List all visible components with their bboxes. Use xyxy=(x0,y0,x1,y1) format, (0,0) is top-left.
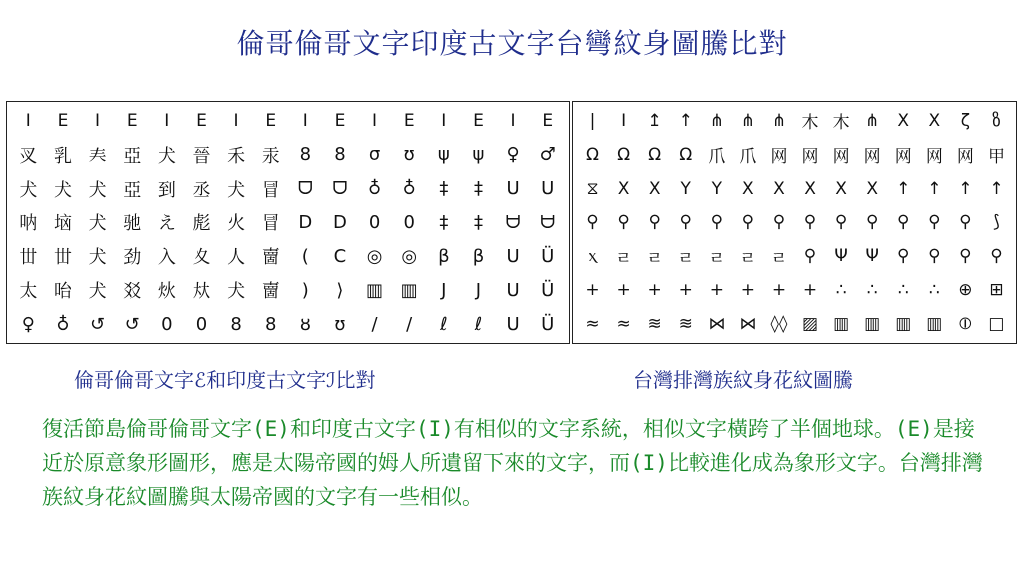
paiwan-tattoo-glyph: + xyxy=(771,280,787,301)
rongorongo-indus-glyph: / xyxy=(371,313,378,335)
rongorongo-indus-glyph: 0 xyxy=(368,211,381,233)
paiwan-tattoo-glyph: ㄹ xyxy=(770,248,788,269)
rongorongo-indus-glyph: C xyxy=(333,245,347,267)
paiwan-tattoo-glyph: + xyxy=(647,280,662,301)
rongorongo-indus-glyph: ψ xyxy=(472,144,485,166)
paiwan-tattoo-glyph: ⚲ xyxy=(959,246,972,267)
rongorongo-indus-glyph: 夶 xyxy=(192,281,211,303)
paiwan-tattoo-glyph: ⚲ xyxy=(803,212,817,233)
paiwan-tattoo-glyph: 木 xyxy=(801,113,819,134)
paiwan-tattoo-glyph: + xyxy=(802,280,818,301)
label-i: (I) xyxy=(415,417,454,441)
paiwan-tattoo-glyph: 爪 xyxy=(708,147,726,168)
rongorongo-indus-glyph: E xyxy=(473,110,484,131)
rongorongo-indus-glyph: U xyxy=(506,313,520,335)
rongorongo-indus-glyph: 㸚 xyxy=(123,281,142,303)
rongorongo-indus-glyph: 8 xyxy=(334,144,346,166)
rongorongo-indus-glyph: 犬 xyxy=(88,179,107,201)
rongorongo-indus-glyph: 𡗗 xyxy=(88,145,107,167)
paiwan-tattoo-glyph: ↑ xyxy=(958,178,973,199)
paiwan-tattoo-glyph: ≈ xyxy=(585,314,600,335)
rongorongo-indus-glyph: ʊ xyxy=(403,144,415,166)
rongorongo-indus-glyph: E xyxy=(126,110,138,131)
rongorongo-indus-glyph: 火 xyxy=(227,213,246,235)
paiwan-tattoo-glyph: ⚲ xyxy=(897,212,910,233)
paiwan-tattoo-glyph: ㄹ xyxy=(708,248,726,269)
body-text-3: 有相似的文字系統，相似文字橫跨了半個地球。 xyxy=(453,417,895,441)
rongorongo-indus-glyph: I xyxy=(441,110,447,131)
rongorongo-indus-glyph: ‡ xyxy=(473,178,483,200)
caption-left: 倫哥倫哥文字ℰ和印度古文字ℐ比對 xyxy=(74,368,376,392)
rongorongo-indus-glyph: 劲 xyxy=(123,247,142,269)
paiwan-tattoo-glyph: X xyxy=(928,110,941,131)
rongorongo-indus-glyph: I xyxy=(25,110,31,131)
paiwan-tattoo-glyph: ◊◊ xyxy=(770,314,788,335)
paiwan-tattoo-glyph: ⧖ xyxy=(586,178,599,199)
paiwan-tattoo-glyph: ≋ xyxy=(647,314,662,335)
glyph-grid-left xyxy=(7,102,569,343)
rongorongo-indus-glyph: Ü xyxy=(541,279,555,301)
paiwan-tattoo-glyph: ⊞ xyxy=(989,280,1004,301)
rongorongo-indus-glyph: 炏 xyxy=(157,281,176,303)
paiwan-tattoo-glyph: ⚲ xyxy=(772,212,786,233)
glyph-grid-right xyxy=(573,102,1016,343)
rongorongo-indus-glyph: 晉 xyxy=(192,145,211,167)
paiwan-tattoo-glyph: ↥ xyxy=(647,110,662,131)
rongorongo-indus-glyph: 夁 xyxy=(261,281,280,303)
paiwan-tattoo-glyph: ⚲ xyxy=(959,212,972,233)
rongorongo-indus-glyph: 丞 xyxy=(192,179,211,201)
paiwan-tattoo-glyph: + xyxy=(678,280,693,301)
label-i: (I) xyxy=(630,451,668,475)
paiwan-tattoo-glyph: 网 xyxy=(832,147,850,168)
rongorongo-indus-glyph: U xyxy=(506,245,520,267)
rongorongo-indus-glyph: ↺ xyxy=(124,313,140,335)
rongorongo-indus-glyph: 亞 xyxy=(123,179,142,201)
body-text-2: 和印度古文字 xyxy=(289,417,416,441)
rongorongo-indus-glyph: ℓ xyxy=(440,313,448,335)
rongorongo-indus-glyph: ▥ xyxy=(400,279,418,301)
rongorongo-indus-glyph: ♀ xyxy=(21,313,35,335)
paiwan-tattoo-glyph: Ω xyxy=(586,144,600,165)
rongorongo-indus-glyph: E xyxy=(57,110,69,131)
rongorongo-indus-glyph: J xyxy=(441,279,447,301)
rongorongo-indus-glyph: I xyxy=(95,110,101,131)
rongorongo-indus-comparison-image xyxy=(6,101,570,344)
paiwan-tattoo-glyph: ⚲ xyxy=(897,246,910,267)
body-paragraph xyxy=(42,412,992,514)
paiwan-tattoo-glyph: Ω xyxy=(617,144,631,165)
paiwan-tattoo-glyph: ⚲ xyxy=(834,212,848,233)
paiwan-tattoo-glyph: ⋔ xyxy=(740,110,755,131)
paiwan-tattoo-glyph: ⚲ xyxy=(990,246,1003,267)
paiwan-tattoo-glyph: ▥ xyxy=(926,314,943,335)
rongorongo-indus-glyph: E xyxy=(542,110,554,131)
paiwan-tattoo-glyph: ⚲ xyxy=(928,246,941,267)
paiwan-tattoo-glyph: ㄹ xyxy=(677,248,694,269)
paiwan-tattoo-glyph: ▥ xyxy=(833,314,850,335)
rongorongo-indus-glyph: 太 xyxy=(19,281,38,303)
rongorongo-indus-glyph: 犬 xyxy=(88,281,107,303)
body-text-4: 是接近於原意象形圖形，應是太陽帝國的姆人所遺留下來的文字，而 xyxy=(42,417,975,475)
rongorongo-indus-glyph: ‡ xyxy=(473,211,483,233)
paiwan-tattoo-glyph: Ψ xyxy=(834,246,848,267)
paiwan-tattoo-glyph: 网 xyxy=(956,147,974,168)
rongorongo-indus-glyph: ᗨ xyxy=(505,211,521,233)
rongorongo-indus-glyph: 夊 xyxy=(192,247,211,269)
rongorongo-indus-glyph: 8 xyxy=(264,313,277,335)
rongorongo-indus-glyph: 禾 xyxy=(227,145,246,167)
rongorongo-indus-glyph: σ xyxy=(368,144,381,166)
rongorongo-indus-glyph: ʊ xyxy=(334,313,346,335)
rongorongo-indus-glyph: ◎ xyxy=(366,245,383,267)
rongorongo-indus-glyph: D xyxy=(298,211,313,233)
paiwan-tattoo-glyph: ζ xyxy=(960,110,970,131)
paiwan-tattoo-glyph: ⋔ xyxy=(865,110,880,131)
rongorongo-indus-glyph: Ü xyxy=(541,245,555,267)
label-e: (E) xyxy=(252,417,290,441)
paiwan-tattoo-glyph: ∴ xyxy=(897,280,909,301)
paiwan-tattoo-glyph: ▨ xyxy=(801,314,819,335)
rongorongo-indus-glyph: 人 xyxy=(227,247,246,269)
paiwan-tattoo-glyph: ㄹ xyxy=(615,248,632,269)
paiwan-tattoo-glyph: ⚲ xyxy=(586,212,599,233)
rongorongo-indus-glyph: 犬 xyxy=(53,179,72,201)
paiwan-tattoo-glyph: X xyxy=(866,178,878,199)
rongorongo-indus-glyph: 8 xyxy=(299,144,312,166)
paiwan-tattoo-glyph: ㄹ xyxy=(739,248,757,269)
rongorongo-indus-glyph: ᗜ xyxy=(332,178,348,200)
paiwan-tattoo-glyph: Ω xyxy=(679,144,693,165)
paiwan-tattoo-glyph: ∴ xyxy=(866,280,878,301)
paiwan-tattoo-glyph: 网 xyxy=(863,147,881,168)
rongorongo-indus-glyph: 犬 xyxy=(88,247,107,269)
rongorongo-indus-glyph: 冒 xyxy=(261,213,280,235)
paiwan-tattoo-glyph: ⋈ xyxy=(739,314,757,335)
rongorongo-indus-glyph: U xyxy=(506,279,520,301)
paiwan-tattoo-glyph: ⚲ xyxy=(710,212,724,233)
rongorongo-indus-glyph: I xyxy=(510,110,516,131)
paiwan-tattoo-glyph: 爪 xyxy=(739,147,757,168)
paiwan-tattoo-glyph: 网 xyxy=(770,147,788,168)
paiwan-tattoo-glyph: ⚲ xyxy=(617,212,630,233)
paiwan-tattoo-glyph: ზ xyxy=(992,110,1001,131)
paiwan-tattoo-glyph: Ψ xyxy=(865,246,879,267)
rongorongo-indus-glyph: 犬 xyxy=(227,281,246,303)
rongorongo-indus-glyph: I xyxy=(164,110,170,131)
paiwan-tattoo-glyph: 甲 xyxy=(987,147,1005,168)
rongorongo-indus-glyph: ⟩ xyxy=(336,279,344,301)
rongorongo-indus-glyph: ♁ xyxy=(56,313,70,335)
paiwan-tattoo-glyph: ㄹ xyxy=(646,248,663,269)
rongorongo-indus-glyph: 犬 xyxy=(88,213,107,235)
paiwan-tattoo-glyph: I xyxy=(621,110,627,131)
rongorongo-indus-glyph: Ü xyxy=(541,313,555,335)
rongorongo-indus-glyph: / xyxy=(406,313,413,335)
paiwan-tattoo-glyph: ⚲ xyxy=(928,212,941,233)
paiwan-tattoo-glyph: 网 xyxy=(925,147,943,168)
rongorongo-indus-glyph: 丗 xyxy=(19,247,38,269)
rongorongo-indus-glyph: ‡ xyxy=(439,178,449,200)
rongorongo-indus-glyph: え xyxy=(157,213,176,235)
paiwan-tattoo-glyph: ⋔ xyxy=(709,110,724,131)
paiwan-tattoo-glyph: Y xyxy=(680,178,691,199)
rongorongo-indus-glyph: 0 xyxy=(195,313,208,335)
rongorongo-indus-glyph: 犬 xyxy=(19,179,38,201)
paiwan-tattoo-glyph: ↑ xyxy=(896,178,911,199)
caption-right: 台灣排灣族紋身花紋圖騰 xyxy=(633,368,853,392)
paiwan-tattoo-glyph: ⋔ xyxy=(771,110,787,131)
paiwan-tattoo-glyph: ⚲ xyxy=(741,212,755,233)
paiwan-tattoo-glyph: ↑ xyxy=(989,178,1004,199)
paiwan-tattoo-glyph: ⟆ xyxy=(993,212,1000,233)
rongorongo-indus-glyph: 犬 xyxy=(157,145,176,167)
rongorongo-indus-glyph: 丗 xyxy=(53,247,72,269)
rongorongo-indus-glyph: ▥ xyxy=(366,279,384,301)
rongorongo-indus-glyph: ♁ xyxy=(402,178,416,200)
rongorongo-indus-glyph: E xyxy=(196,110,207,131)
rongorongo-indus-glyph: 垴 xyxy=(53,213,72,235)
paiwan-tattoo-glyph: ▥ xyxy=(864,314,881,335)
rongorongo-indus-glyph: 亞 xyxy=(123,145,142,167)
rongorongo-indus-glyph: 冒 xyxy=(261,179,280,201)
page-title: 倫哥倫哥文字印度古文字台彎紋身圖騰比對 xyxy=(236,27,788,60)
paiwan-tattoo-glyph: ⚲ xyxy=(648,212,661,233)
paiwan-tattoo-glyph: □ xyxy=(988,314,1005,335)
rongorongo-indus-glyph: 乳 xyxy=(53,145,72,167)
rongorongo-indus-glyph: 到 xyxy=(157,179,176,201)
rongorongo-indus-glyph: ᗜ xyxy=(297,178,313,200)
rongorongo-indus-glyph: U xyxy=(541,178,555,200)
paiwan-tattoo-glyph: X xyxy=(742,178,754,199)
paiwan-tattoo-glyph: ↑ xyxy=(678,110,693,131)
paiwan-tattoo-glyph: X xyxy=(897,110,910,131)
rongorongo-indus-glyph: ( xyxy=(301,245,309,267)
rongorongo-indus-glyph: ᗨ xyxy=(540,211,556,233)
rongorongo-indus-glyph: β xyxy=(472,245,485,267)
paiwan-tattoo-glyph: X xyxy=(835,178,847,199)
rongorongo-indus-glyph: J xyxy=(475,279,482,301)
paiwan-tattoo-glyph: + xyxy=(709,280,724,301)
paiwan-tattoo-glyph: ⚲ xyxy=(865,212,879,233)
rongorongo-indus-glyph: 咍 xyxy=(53,281,72,303)
rongorongo-indus-glyph: ψ xyxy=(437,144,450,166)
rongorongo-indus-glyph: I xyxy=(372,110,378,131)
rongorongo-indus-glyph: D xyxy=(333,211,347,233)
paiwan-tattoo-glyph: 网 xyxy=(801,147,819,168)
rongorongo-indus-glyph: 8 xyxy=(230,313,242,335)
rongorongo-indus-glyph: β xyxy=(438,245,450,267)
paiwan-tattoo-glyph: + xyxy=(616,280,631,301)
paiwan-tattoo-glyph: X xyxy=(648,178,661,199)
rongorongo-indus-glyph: 夁 xyxy=(261,247,280,269)
rongorongo-indus-glyph: ♁ xyxy=(367,178,382,200)
paiwan-tattoo-glyph: ≈ xyxy=(616,314,631,335)
paiwan-tattoo-glyph: | xyxy=(589,110,596,131)
rongorongo-indus-glyph: I xyxy=(302,110,308,131)
rongorongo-indus-glyph: U xyxy=(506,178,520,200)
paiwan-tattoo-glyph: Y xyxy=(711,178,722,199)
rongorongo-indus-glyph: 驰 xyxy=(123,213,142,235)
paiwan-tattoo-glyph: ∴ xyxy=(928,280,940,301)
paiwan-tattoo-glyph: Ω xyxy=(648,144,662,165)
paiwan-tattoo-glyph: ⊕ xyxy=(958,280,973,301)
rongorongo-indus-glyph: E xyxy=(265,110,277,131)
paiwan-tattoo-glyph: ⲭ xyxy=(588,246,597,267)
paiwan-tattoo-pattern-image xyxy=(572,101,1017,344)
paiwan-tattoo-glyph: ⋈ xyxy=(708,314,726,335)
body-text-5: 比較進化成為象形文字。台灣排灣族紋身花紋圖騰與太陽帝國的文字有一些相似。 xyxy=(42,451,983,509)
paiwan-tattoo-glyph: ⚲ xyxy=(803,246,817,267)
rongorongo-indus-glyph: ȣ xyxy=(299,313,311,335)
paiwan-tattoo-glyph: ↑ xyxy=(927,178,942,199)
rongorongo-indus-glyph: ◎ xyxy=(401,245,418,267)
label-e: (E) xyxy=(894,417,933,441)
paiwan-tattoo-glyph: ⚲ xyxy=(679,212,692,233)
paiwan-tattoo-glyph: 木 xyxy=(832,113,850,134)
paiwan-tattoo-glyph: ≋ xyxy=(678,314,693,335)
paiwan-tattoo-glyph: X xyxy=(617,178,630,199)
rongorongo-indus-glyph: 犬 xyxy=(227,179,246,201)
paiwan-tattoo-glyph: + xyxy=(740,280,755,301)
paiwan-tattoo-glyph: X xyxy=(773,178,785,199)
rongorongo-indus-glyph: ) xyxy=(301,279,309,301)
rongorongo-indus-glyph: 入 xyxy=(157,247,176,269)
rongorongo-indus-glyph: 0 xyxy=(161,313,173,335)
rongorongo-indus-glyph: ♂ xyxy=(539,144,556,166)
rongorongo-indus-glyph: 彪 xyxy=(192,213,211,235)
rongorongo-indus-glyph: 呐 xyxy=(19,213,38,235)
paiwan-tattoo-glyph: ▥ xyxy=(895,314,912,335)
rongorongo-indus-glyph: ‡ xyxy=(439,211,449,233)
paiwan-tattoo-glyph: X xyxy=(804,178,816,199)
rongorongo-indus-glyph: I xyxy=(233,110,239,131)
body-text-1: 復活節島倫哥倫哥文字 xyxy=(42,417,252,441)
rongorongo-indus-glyph: 汞 xyxy=(261,145,280,167)
rongorongo-indus-glyph: 㕚 xyxy=(19,145,38,167)
rongorongo-indus-glyph: E xyxy=(403,110,415,131)
rongorongo-indus-glyph: ↺ xyxy=(90,313,106,335)
paiwan-tattoo-glyph: + xyxy=(585,280,600,301)
paiwan-tattoo-glyph: ∴ xyxy=(835,280,847,301)
rongorongo-indus-glyph: ℓ xyxy=(474,313,483,335)
rongorongo-indus-glyph: 0 xyxy=(403,211,415,233)
paiwan-tattoo-glyph: ⦶ xyxy=(959,314,972,335)
paiwan-tattoo-glyph: 网 xyxy=(894,147,912,168)
rongorongo-indus-glyph: E xyxy=(334,110,346,131)
rongorongo-indus-glyph: ♀ xyxy=(506,144,520,166)
